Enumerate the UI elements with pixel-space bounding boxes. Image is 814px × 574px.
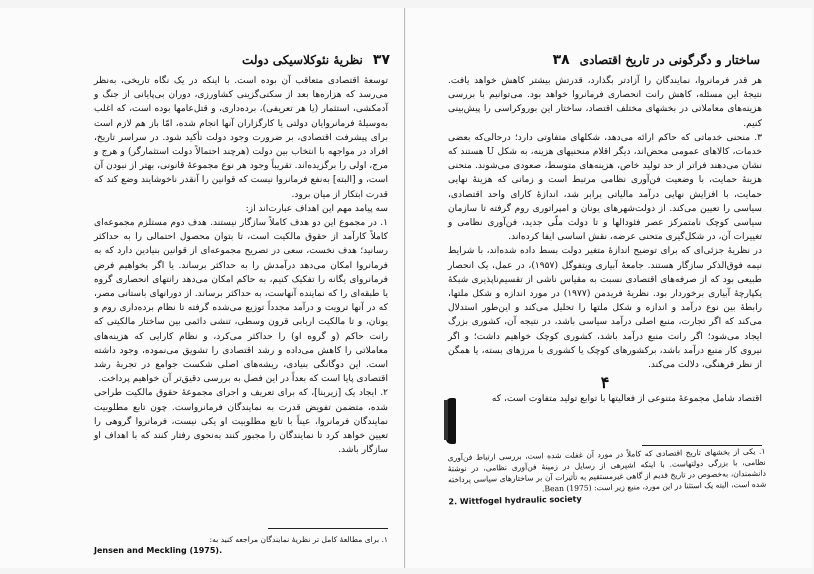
left-footnote-text: ۱. برای مطالعهٔ کامل تر نظریهٔ نمایندگان مراجعه کنید به: [209, 535, 388, 544]
right-paragraph-3: در نظریهٔ جزئی‌ای که برای توضیح اندازهٔ متغیر دولت بسط داده شده‌اند، با شرایط نیمه‌ فوق‌الذکر سازگار هستند. جامعهٔ آبیاری ویتفوگل (۱۹۵۷)، در عمل، یک انحصار طبیعی بود که از صرفه‌های اقتصادی نسبت به مقیاس ناشی از تقسیم‌ناپذیری شبکهٔ یکپارچهٔ آبیاری برخوردار بود. نظریهٔ فریدمن (۱۹۷۷) در مورد اندازه و شکل ملتها، رابطهٔ بین نوع درآمد و اندازه و شکل ملتها را تحلیل می‌کند و این‌طور استدلال می‌کند که اگر تجارت، منبع اصلی درآمد سیاسی باشد، در نتیجه آن، کشوری بزرگ ایجاد می‌شود؛ اگر رانت منبع درآمد باشد، کشوری کوچک خواهیم داشت؛ و اگر نیروی کار منبع درآمد باشد، برکشورهای کوچک یا کشوری با مرزهای بسته، یا همگن از نظر فرهنگی، دلالت می‌کند. [448, 246, 762, 371]
right-page-body [448, 74, 762, 407]
right-footnote-text: ۱. یکی از بخشهای تاریخ اقتصادی که کاملاً در مورد آن غفلت شده است، بررسی ارتباط فن‌آوری نظامی، با بزرگی دولتهاست. با اینکه اشپرهی از رسایل در زمینهٔ فن‌آوری نظامی، در نوشتهٔ دانشمندان، به‌خصوص در تاریخ قدیم از گاهی غیرمستقیم به تأثیرات آن بر ساختارهای سیاسی پرداخته شده است، البته یک استثنا در این مورد، منبع زیر است: (1975) Bean. [447, 446, 767, 494]
section-number: ۴ [600, 373, 610, 393]
right-page-number: ۳۸ [552, 52, 570, 68]
right-footnote [447, 446, 766, 508]
left-footnote-rule [268, 528, 388, 529]
right-paragraph-2: ۳. منحنی خدماتی که حاکم ارائه می‌دهد، شکلهای متفاوتی دارد؛ درحالی‌که بعضی خدمات، کالاهای عمومی محض‌اند، دیگر اقلام منحنیهای هزینه، به شکل U هستند که نشان می‌دهند فراتر از حد تولید خاص، هزینه‌های متوسط، صعودی می‌شوند. منحنی هزینهٔ حمایت، با وضعیت فن‌آوری نظامی مرتبط است و زمانی که هزینهٔ نهایی حمایت، با افزایش نهایی درآمد مالیاتی برابر شد، اندازهٔ کارای واحد اقتصادی، سیاسی را تعیین می‌کند. از دولت‌شهرهای یونان و امپراتوری روم گرفته تا سازمان سیاسی کوچک نامتمرکز عصر فئودالها و تا دولت ملّی جدید، فن‌آوری نظامی و تغییرات آن، در شکل‌گیری متحنی عرضه، نقش اساسی ایفا کرده‌اند. [448, 132, 763, 243]
left-paragraph-4: ۲. ایجاد یک [زیربنا]، که برای تعریف و اجرای مجموعهٔ حقوق مالکیت طراحی شده، متضمن تفویض قدرت به نمایندگان فرمانرواست. چون تابع مطلوبیت نمایندگان فرمانروا، عیناً با تابع مطلوبیت او یکی نیست، فرمانروا گروهی را تعیین خواهد کرد تا نمایندگان را مجبور کنند به‌نحوی رفتار کنند که با اهداف او سازگار باشد. [94, 388, 388, 456]
right-header-title: ساختار و دگرگونی در تاریخ اقتصادی [579, 53, 760, 67]
left-page [0, 8, 405, 568]
section-intro: اقتصاد شامل مجموعهٔ متنوعی از فعالیتها با توابع تولید متفاوت است، که [491, 394, 762, 405]
right-page [406, 8, 812, 568]
left-paragraph-3: ۱. در مجموع این دو هدف کاملاً سازگار نیستند. هدف دوم مستلزم مجموعه‌ای کاملاً کارآمد از حقوق مالکیت است، تا بتوان محصول احتمالی را به حداکثر رسانید؛ هدف نخست، سعی در تصریح مجموعه‌ای از قوانین بنیادین دارد که به فرمانروا امکان می‌دهد درآمدش را به حداکثر برساند. یا اگر بخواهیم فرض فرمانروای یگانه را تفکیک کنیم، به حاکم امکان می‌دهد رانتهای انحصاری گروه یا طبقه‌ای را که نماینده آنهاست، به حداکثر برساند. از دورانهای باستانی مصر، که در آنها ترویت و درآمد مجدداً توزیع می‌شده گرفته تا نظام برده‌داری روم و یونان، و تا مالکیت اربابی قرون وسطی، تنشی دائمی بین ساختار مالکیتی که رانت حاکم (و گروه او) را حداکثر می‌کرد، و نظام کارایی که هزینه‌های معاملاتی را کاهش می‌داده و رشد اقتصادی را تشویق می‌نموده، وجود داشته است. این دوگانگی بنیادی، ریشه‌های اصلی شکست جوامع در تجربهٔ رشد اقتصادی پایا است که بعداً در این فصل به بررسی دقیق‌تر آن خواهیم پرداخت. [94, 218, 388, 385]
left-page-number: ۳۷ [372, 52, 390, 68]
binding-shadow [444, 400, 448, 440]
left-paragraph-1: توسعهٔ اقتصادی متعاقب آن بوده است. با اینکه در یک نگاه تاریخی، به‌نظر می‌رسد که هزاره‌ها بعد از سکنی‌گزینی کشاورزی، دوران بی‌پایانی از جنگ و آدمکشی، استثمار (یا هر تعریفی)، برده‌داری، و قتل‌عامها بوده است، که اغلب به‌وسیلهٔ فرمانروایان دولتی یا کارگزاران آنها انجام شده، امّا باز هم لازم است برای پیشرفت اقتصادی، بر ضرورت وجود دولت تأکید شود. در سراسر تاریخ، افراد در مواجهه با انتخاب بین دولت (هرچند احتمالاً دولت استثمارگر) و هرج و مرج، اولی را برگزیده‌اند. تقریباً وجود هر نوع مجموعهٔ قانونی، بهتر از نبودن آن است، و [البته] به‌نفع فرمانروا نیست که قوانین را آنقدر ناخوشایند وضع کند که قدرت ابتکار از میان برود. [94, 76, 388, 200]
right-paragraph-1: هر قدر فرمانروا، نمایندگان را آزادتر بگذارد، قدرتش بیشتر کاهش خواهد یافت. نتیجهٔ این مسئله، کاهش رانت انحصاری فرمانروا خواهد بود. می‌توانیم با بررسی هزینه‌های معاملاتی در بخشهای مختلف اقتصاد، ساختار این بوروکراسی را پیش‌بینی کنیم. [448, 76, 762, 129]
left-header-title: نظریهٔ نئوکلاسیکی دولت [242, 53, 363, 67]
left-page-header [92, 52, 390, 68]
right-page-header [448, 52, 760, 68]
right-footnote-ref: 2. Wittfogel hydraulic society [448, 494, 582, 507]
left-footnote-ref: Jensen and Meckling (1975). [94, 546, 223, 555]
left-page-body [94, 74, 388, 457]
left-paragraph-2: سه پیامد مهم این اهداف عبارت‌اند از: [245, 203, 388, 214]
left-footnote [94, 534, 388, 556]
